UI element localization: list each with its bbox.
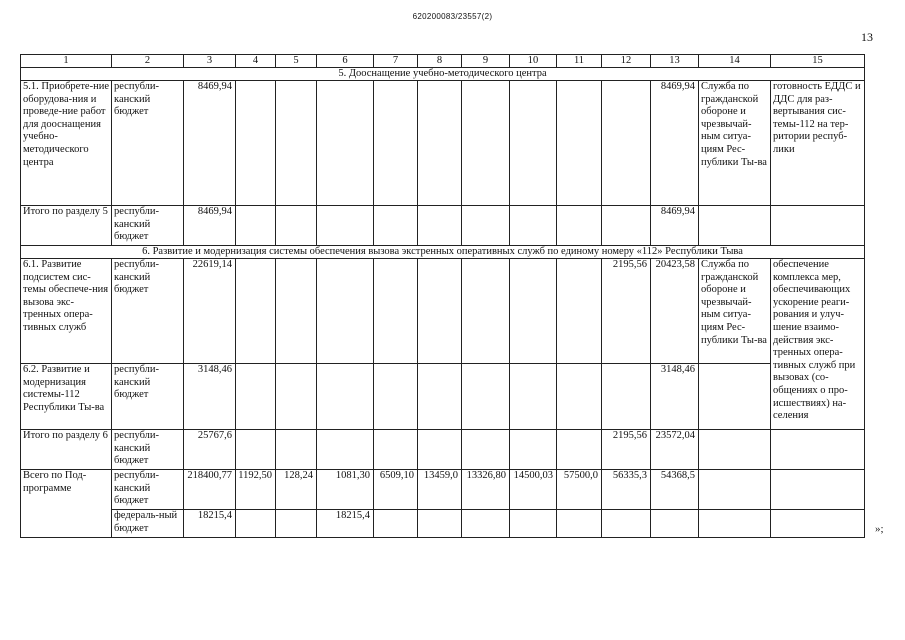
section-title: 6. Развитие и модернизация системы обеспечения вызова экстренных оперативных служб по единому номеру «112» Республики Тыва xyxy=(21,246,865,259)
activity-cell: Итого по разделу 6 xyxy=(21,430,112,470)
page-number: 13 xyxy=(861,30,873,44)
col-header: 14 xyxy=(699,55,771,68)
executor-cell: Служба по гражданской обороне и чрезвычай-ным ситуа-циям Рес-публики Ты-ва xyxy=(699,81,771,206)
col-header: 13 xyxy=(651,55,699,68)
value-cell: 54368,5 xyxy=(651,470,699,510)
source-cell: федераль-ный бюджет xyxy=(112,510,184,538)
value-cell: 8469,94 xyxy=(184,206,236,246)
source-cell: республи-канский бюджет xyxy=(112,430,184,470)
value-cell: 20423,58 xyxy=(651,259,699,364)
table-row xyxy=(21,470,865,510)
document-id: 620200083/23557(2) xyxy=(412,12,493,21)
table-row xyxy=(21,430,865,470)
col-header: 3 xyxy=(184,55,236,68)
value-cell: 18215,4 xyxy=(317,510,374,538)
table-row xyxy=(21,364,865,430)
activity-cell: 5.1. Приобрете-ние оборудова-ния и проведе-ние работ для дооснащения учебно-методического центра xyxy=(21,81,112,206)
value-cell: 22619,14 xyxy=(184,259,236,364)
value-cell: 14500,03 xyxy=(510,470,557,510)
col-header: 11 xyxy=(557,55,602,68)
table-row xyxy=(21,206,865,246)
source-cell: республи-канский бюджет xyxy=(112,470,184,510)
source-cell: республи-канский бюджет xyxy=(112,364,184,430)
result-cell: обеспечение комплекса мер, обеспечивающих ускорение реаги-рования и улуч-шение взаимо-действия экс-тренных опера-тивных служб при вызовах (со-общениях о про-исшествиях) на-селения xyxy=(771,259,865,430)
col-header: 6 xyxy=(317,55,374,68)
activity-cell: 6.2. Развитие и модернизация системы-112 Республики Ты-ва xyxy=(21,364,112,430)
activity-cell: 6.1. Развитие подсистем сис-темы обеспече-ния вызова экс-тренных опера-тивных служб xyxy=(21,259,112,364)
value-cell: 6509,10 xyxy=(374,470,418,510)
value-cell: 57500,0 xyxy=(557,470,602,510)
col-header: 5 xyxy=(276,55,317,68)
value-cell: 8469,94 xyxy=(184,81,236,206)
value-cell: 3148,46 xyxy=(651,364,699,430)
table-row xyxy=(21,81,865,206)
value-cell: 2195,56 xyxy=(602,259,651,364)
value-cell: 23572,04 xyxy=(651,430,699,470)
col-header: 12 xyxy=(602,55,651,68)
section-row xyxy=(21,68,865,81)
value-cell: 218400,77 xyxy=(184,470,236,510)
executor-cell: Служба по гражданской обороне и чрезвычай-ным ситуа-циям Рес-публики Ты-ва xyxy=(699,259,771,364)
table-row xyxy=(21,259,865,364)
value-cell: 8469,94 xyxy=(651,206,699,246)
source-cell: республи-канский бюджет xyxy=(112,259,184,364)
col-header: 15 xyxy=(771,55,865,68)
col-header: 8 xyxy=(418,55,462,68)
value-cell: 18215,4 xyxy=(184,510,236,538)
value-cell: 128,24 xyxy=(276,470,317,510)
result-cell: готовность ЕДДС и ДДС для раз-вертывания сис-темы-112 на тер-ритории респуб-лики xyxy=(771,81,865,206)
col-header: 2 xyxy=(112,55,184,68)
budget-table xyxy=(20,54,865,538)
value-cell: 13326,80 xyxy=(462,470,510,510)
source-cell: республи-канский бюджет xyxy=(112,206,184,246)
value-cell: 1081,30 xyxy=(317,470,374,510)
table-row xyxy=(21,510,865,538)
header-row xyxy=(21,55,865,68)
col-header: 4 xyxy=(236,55,276,68)
value-cell: 13459,0 xyxy=(418,470,462,510)
value-cell: 3148,46 xyxy=(184,364,236,430)
value-cell: 8469,94 xyxy=(651,81,699,206)
value-cell: 2195,56 xyxy=(602,430,651,470)
col-header: 1 xyxy=(21,55,112,68)
value-cell: 56335,3 xyxy=(602,470,651,510)
section-title: 5. Дооснащение учебно-методического центра xyxy=(21,68,865,81)
col-header: 10 xyxy=(510,55,557,68)
activity-cell: Всего по Под-программе xyxy=(21,470,112,538)
col-header: 7 xyxy=(374,55,418,68)
value-cell: 25767,6 xyxy=(184,430,236,470)
activity-cell: Итого по разделу 5 xyxy=(21,206,112,246)
closing-quote: »; xyxy=(875,523,884,535)
value-cell: 1192,50 xyxy=(236,470,276,510)
col-header: 9 xyxy=(462,55,510,68)
source-cell: республи-канский бюджет xyxy=(112,81,184,206)
section-row xyxy=(21,246,865,259)
